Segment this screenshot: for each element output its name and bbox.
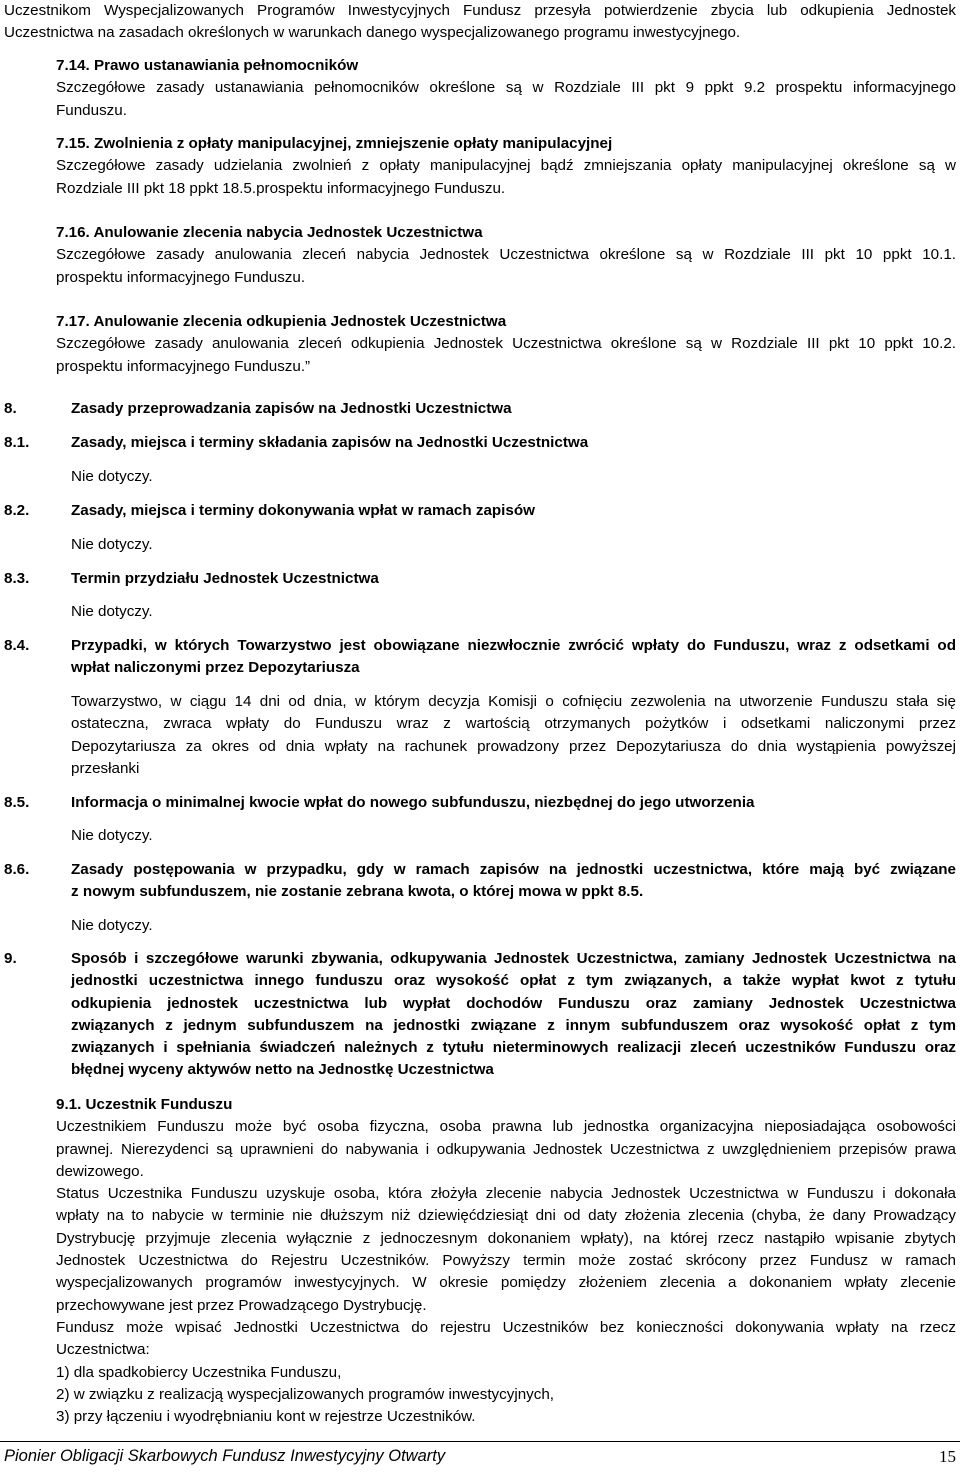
section-heading: Zasady postępowania w przypadku, gdy w ramach zapisów na jednostki uczestnictwa, które mają być związane z nowym subfunduszem, nie zostanie zebrana kwota, o której mowa w ppkt 8.5. [71, 861, 956, 901]
list-item: 3) przy łączeniu i wyodrębnianiu kont w rejestrze Uczestników. [56, 1408, 476, 1426]
footer-divider [0, 1441, 960, 1442]
text-line: prospektu informacyjnego Funduszu.” [56, 357, 311, 375]
text-line: przechowywane jest przez Prowadzącego Dystrybucję. [56, 1296, 427, 1314]
page-number: 15 [939, 1447, 956, 1466]
text-line: Szczegółowe zasady udzielania zwolnień z opłaty manipulacyjnej bądź zmniejszania opłaty manipulacyjnej określone są w [56, 157, 956, 175]
section-body: Nie dotyczy. [71, 827, 153, 844]
section-7-16 [56, 222, 956, 289]
section-number: 8. [4, 400, 17, 417]
section-heading: 7.14. Prawo ustanawiania pełnomocników [56, 57, 359, 74]
text-line: prospektu informacyjnego Funduszu. [56, 268, 306, 286]
text-line: Fundusz może wpisać Jednostki Uczestnictwa do rejestru Uczestników bez konieczności dokonywania wpłaty na rzecz [56, 1318, 956, 1336]
text-line: Uczestnikiem Funduszu może być osoba fizyczna, osoba prawna lub jednostka organizacyjna nieposiadająca osobowości [56, 1118, 956, 1136]
section-body [71, 691, 956, 780]
list-item: 2) w związku z realizacją wyspecjalizowanych programów inwestycyjnych, [56, 1385, 554, 1403]
section-number: 8.6. [4, 861, 30, 878]
text-line: Dystrybucję przyjmuje zlecenia wyłącznie z jednoczesnym dokonaniem wpłaty), na której rzecz nastąpiło wpisanie zbytych [56, 1229, 956, 1247]
section-body: Nie dotyczy. [71, 468, 153, 485]
section-heading: 7.15. Zwolnienia z opłaty manipulacyjnej, zmniejszenie opłaty manipulacyjnej [56, 135, 613, 152]
section-7-14 [56, 55, 956, 122]
text-line: Szczegółowe zasady anulowania zleceń odkupienia Jednostek Uczestnictwa określone są w Rozdziale III pkt 10 ppkt 10.2. [56, 335, 956, 353]
text-line: przesłanki [71, 759, 140, 777]
text-line: dewizowego. [56, 1162, 144, 1180]
text-line: wyspecjalizowanych programów inwestycyjnych. W okresie pomiędzy złożeniem zlecenia a dokonaniem wpłaty zlecenie [56, 1274, 956, 1292]
section-heading: 9.1. Uczestnik Funduszu [56, 1096, 233, 1113]
section-body: Nie dotyczy. [71, 603, 153, 620]
section-body: Nie dotyczy. [71, 917, 153, 934]
list-item: 1) dla spadkobiercy Uczestnika Funduszu, [56, 1363, 342, 1381]
text-line: Uczestnikom Wyspecjalizowanych Programów Inwestycyjnych Fundusz przesyła potwierdzenie zbycia lub odkupienia Jednostek [4, 2, 956, 19]
section-7-15 [56, 133, 956, 200]
text-line: Uczestnictwa na zasadach określonych w warunkach danego wyspecjalizowanego programu inwestycyjnego. [4, 24, 741, 42]
section-number: 8.5. [4, 794, 30, 811]
section-heading: Termin przydziału Jednostek Uczestnictwa [71, 570, 379, 587]
text-line: Rozdziale III pkt 18 ppkt 18.5.prospektu informacyjnego Funduszu. [56, 179, 506, 197]
footer-fund-name: Pionier Obligacji Skarbowych Fundusz Inwestycyjny Otwarty [4, 1447, 446, 1465]
section-heading: Zasady, miejsca i terminy składania zapisów na Jednostki Uczestnictwa [71, 434, 589, 451]
text-line: Funduszu. [56, 101, 127, 119]
section-heading: Zasady przeprowadzania zapisów na Jednostki Uczestnictwa [71, 400, 512, 417]
section-number: 8.1. [4, 434, 30, 451]
text-line: Towarzystwo, w ciągu 14 dni od dnia, w którym decyzja Komisji o cofnięciu zezwolenia na utworzenie Funduszu stała się [71, 693, 956, 710]
section-heading: Zasady, miejsca i terminy dokonywania wpłat w ramach zapisów [71, 502, 535, 519]
section-number: 8.4. [4, 637, 30, 654]
section-heading: 7.17. Anulowanie zlecenia odkupienia Jednostek Uczestnictwa [56, 313, 507, 330]
text-line: Uczestnictwa: [56, 1341, 150, 1359]
text-line: prawnej. Nierezydenci są uprawnieni do nabywania i odkupywania Jednostek Uczestnictwa z uwzględnieniem przepisów prawa [56, 1140, 956, 1158]
text-line: Szczegółowe zasady anulowania zleceń nabycia Jednostek Uczestnictwa określone są w Rozdziale III pkt 10 ppkt 10.1. [56, 246, 956, 264]
section-9-1 [56, 1094, 956, 1428]
section-heading: Sposób i szczegółowe warunki zbywania, odkupywania Jednostek Uczestnictwa, zamiany Jednostek Uczestnictwa na jednostki uczestnictwa innego funduszu oraz wysokość opłat z tym związanych, a także wypłat kwot z tytułu odkupienia jednostek uczestnictwa lub wypłat dochodów Funduszu oraz zamiany Jednostek Uczestnictwa związanych z jednym subfunduszem na jednostki związane z innym subfunduszem oraz wysokość opłat z tym związanych i spełniania świadczeń należnych z tytułu nieterminowych realizacji zleceń uczestników Funduszu oraz błędnej wyceny aktywów netto na Jednostkę Uczestnictwa [71, 950, 956, 1079]
section-heading: 7.16. Anulowanie zlecenia nabycia Jednostek Uczestnictwa [56, 224, 483, 241]
intro-paragraph [4, 0, 956, 45]
section-number: 8.3. [4, 570, 30, 587]
section-heading: Informacja o minimalnej kwocie wpłat do nowego subfunduszu, niezbędnej do jego utworzenia [71, 794, 755, 811]
section-heading: Przypadki, w których Towarzystwo jest obowiązane niezwłocznie zwrócić wpłaty do Funduszu, wraz z odsetkami od wpłat naliczonymi przez Depozytariusza [71, 637, 956, 677]
text-line: Szczegółowe zasady ustanawiania pełnomocników określone są w Rozdziale III pkt 9 ppkt 9.2 prospektu informacyjnego [56, 79, 956, 97]
text-line: Jednostek Uczestnictwa do Rejestru Uczestników. Powyższy termin może zostać skrócony przez Fundusz w ramach [56, 1252, 956, 1270]
section-number: 8.2. [4, 502, 30, 519]
text-line: ostateczna, zwraca wpłaty do Funduszu wraz z wartością otrzymanych pożytków i odsetkami naliczonymi przez [71, 715, 956, 733]
text-line: Depozytariusza za okres od dnia wpłaty na rachunek prowadzony przez Depozytariusza do dnia wystąpienia powyższej [71, 737, 956, 755]
section-7-17 [56, 311, 956, 378]
section-number: 9. [4, 950, 17, 967]
text-line: wpłaty na to nabycie w terminie nie dłuższym niż dziewięćdziesiąt dni od daty złożenia zlecenia (chyba, że dany Prowadzący [56, 1207, 956, 1225]
section-body: Nie dotyczy. [71, 536, 153, 553]
text-line: Status Uczestnika Funduszu uzyskuje osoba, która złożyła zlecenie nabycia Jednostek Uczestnictwa w Funduszu i dokonała [56, 1185, 956, 1203]
